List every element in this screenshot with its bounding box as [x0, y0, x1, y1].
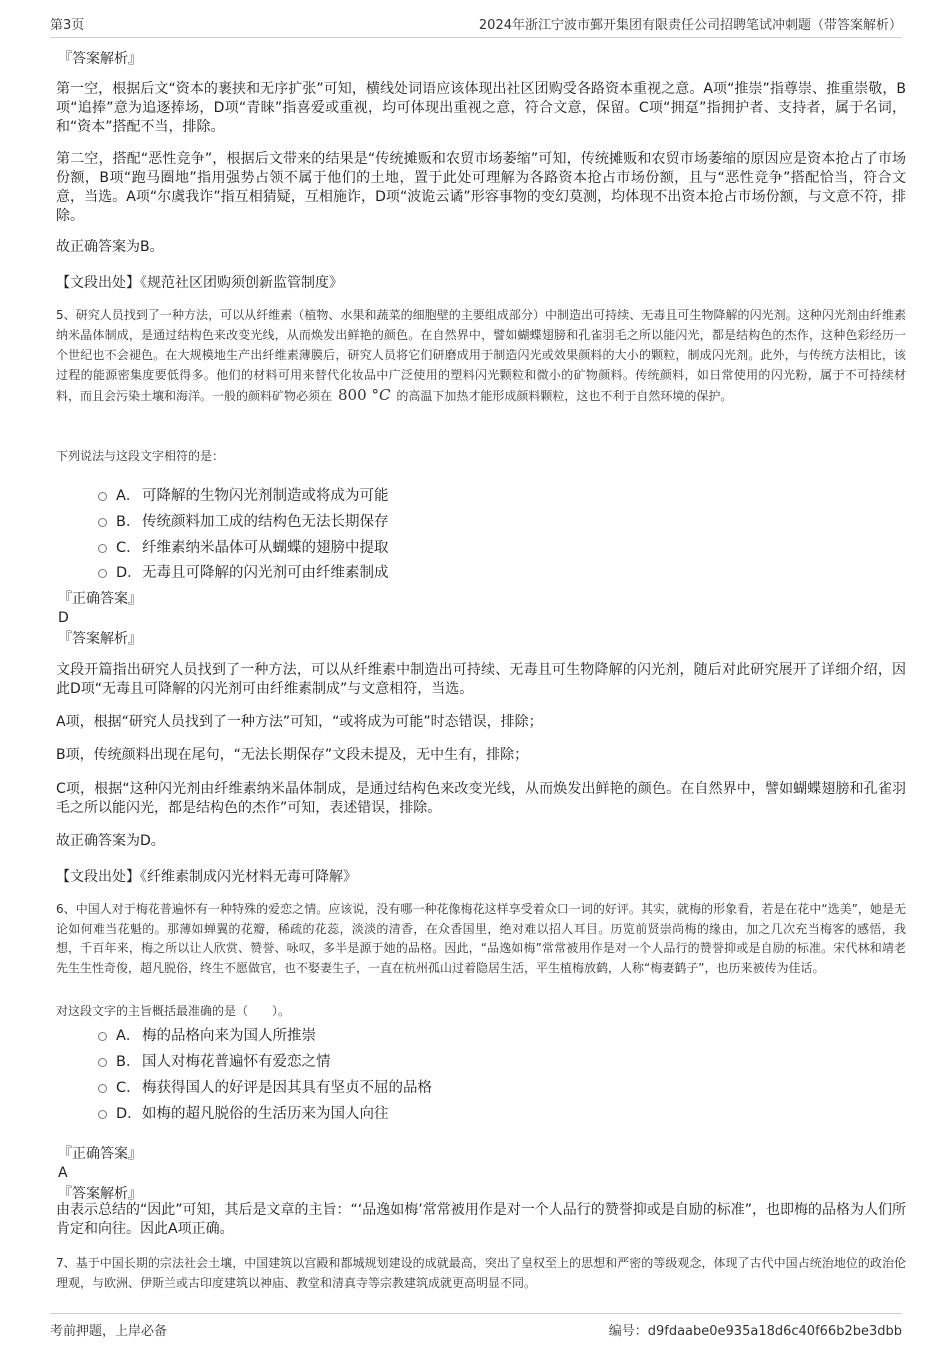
radio-icon[interactable]	[98, 1058, 107, 1067]
page-footer	[50, 1313, 902, 1339]
q5-option-a[interactable]: A． 可降解的生物闪光剂制造或将成为可能	[98, 484, 389, 505]
q5-analysis-para2: A项，根据“研究人员找到了一种方法”可知，“或将成为可能”时态错误，排除；	[56, 714, 543, 730]
q4-analysis-para1: 第一空，根据后文“资本的裹挟和无序扩张”可知，横线处词语应该体现出社区团购受各路资本重视之意。A项“推崇”指尊崇、推重崇敬，B项“追捧”意为追逐捧场，D项“青睐”指喜爱或重视，均可体现出重视之意，符合文意，保留。C项“拥趸”指拥护者、支持者，属于名词，和“资本”搭配不当，排除。	[56, 81, 906, 135]
q4-source: 【文段出处】《规范社区团购须创新监管制度》	[56, 275, 343, 291]
document-title: 2024年浙江宁波市鄞开集团有限责任公司招聘笔试冲刺题（带答案解析）	[478, 18, 902, 33]
document-code: 编号：d9fdaabe0e935a18d6c40f66b2be3dbb	[608, 1324, 902, 1339]
radio-icon[interactable]	[98, 1084, 107, 1093]
q6-analysis: 由表示总结的“因此”可知，其后是文章的主旨：“‘品逸如梅’常常被用作是对一个人品行的赞誉抑或是自励的标准”，也即梅的品格为人们所肯定和向往。因此A项正确。	[56, 1202, 906, 1237]
q5-analysis-para1: 文段开篇指出研究人员找到了一种方法，可以从纤维素中制造出可持续、无毒且可生物降解的闪光剂，随后对此研究展开了详细介绍，因此D项“无毒且可降解的闪光剂可由纤维素制成”与文意相符，当选。	[56, 662, 906, 697]
q5-option-b[interactable]: B． 传统颜料加工成的结构色无法长期保存	[98, 510, 389, 531]
q5-option-c[interactable]: C． 纤维素纳米晶体可从蝴蝶的翅膀中提取	[98, 536, 389, 557]
q6-option-c[interactable]: C． 梅获得国人的好评是因其具有坚贞不屈的品格	[98, 1076, 432, 1097]
q5-analysis-para4: C项，根据“这种闪光剂由纤维素纳米晶体制成，是通过结构色来改变光线，从而焕发出鲜艳的颜色。在自然界中，譬如蝴蝶翅膀和孔雀羽毛之所以能闪光，都是结构色的杰作”可知，表述错误，排除。	[56, 781, 906, 816]
radio-icon[interactable]	[98, 1032, 107, 1041]
page-header	[50, 14, 902, 38]
radio-icon[interactable]	[98, 1110, 107, 1119]
q5-correct-label: 『正确答案』	[58, 591, 142, 607]
q7-question-text: 7、基于中国长期的宗法社会土壤，中国建筑以宫殿和都城规划建设的成就最高，突出了皇权至上的思想和严密的等级观念，体现了古代中国占统治地位的政治伦理观，与欧洲、伊斯兰或古印度建筑以神庙、教堂和清真寺等宗教建筑成就更高明显不同。	[56, 1256, 906, 1290]
q5-analysis-para3: B项，传统颜料出现在尾句，“无法长期保存”文段未提及，无中生有，排除；	[56, 747, 529, 763]
q5-source: 【文段出处】《纤维素制成闪光材料无毒可降解》	[56, 869, 357, 885]
q6-option-d[interactable]: D． 如梅的超凡脱俗的生活历来为国人向往	[98, 1102, 389, 1123]
q6-question-text: 6、中国人对于梅花普遍怀有一种特殊的爱恋之情。应该说，没有哪一种花像梅花这样享受着众口一词的好评。其实，就梅的形象看，若是在花中“选美”，她是无论如何难当花魁的。那薄如蝉翼的花瓣，稀疏的花蕊，淡淡的清香，在众香国里，绝对难以招人耳目。历览前贤崇尚梅的缘由，加之几次充当梅客的感悟，我想，千百年来，梅之所以让人欣赏、赞誉、咏叹，多半是源于她的品格。因此，“品逸如梅”常常被用作是对一个人品行的赞誉抑或是自励的标准。宋代林和靖老先生生性奇俊，超凡脱俗，终生不愿做官，也不娶妻生子，一直在杭州孤山过着隐居生活，平生植梅放鹤，人称“梅妻鹤子”，也历来被传为佳话。	[56, 902, 906, 975]
q6-prompt: 对这段文字的主旨概括最准确的是（ ）。	[56, 1004, 291, 1018]
q5-correct-answer: D	[58, 610, 69, 626]
radio-icon[interactable]	[98, 492, 107, 501]
q6-analysis-label: 『答案解析』	[58, 1186, 142, 1202]
q4-analysis-label: 『答案解析』	[58, 51, 142, 67]
radio-icon[interactable]	[98, 518, 107, 527]
q5-question-text: 5、研究人员找到了一种方法，可以从纤维素（植物、水果和蔬菜的细胞壁的主要组成部分）中制造出可持续、无毒且可生物降解的闪光剂。这种闪光剂由纤维素纳米晶体制成，是通过结构色来改变光线，从而焕发出鲜艳的颜色。在自然界中，譬如蝴蝶翅膀和孔雀羽毛之所以能闪光，都是结构色的杰作，这种色彩经历一个世纪也不会褪色。在大规模地生产出纤维素薄膜后，研究人员将它们研磨成用于制造闪光或效果颜料的大小的颗粒，制成闪光剂。此外，与传统方法相比，该过程的能源密集度要低得多。他们的材料可用来替代化妆品中广泛使用的塑料闪光颗粒和微小的矿物颜料。传统颜料，如日常使用的闪光粉，属于不可持续材料，而且会污染土壤和海洋。一般的颜料矿物必须在 800 °C 的高温下加热才能形成颜料颗粒，这也不利于自然环境的保护。	[56, 308, 906, 404]
q5-prompt: 下列说法与这段文字相符的是：	[56, 449, 225, 463]
q6-option-a[interactable]: A． 梅的品格向来为国人所推崇	[98, 1024, 316, 1045]
q6-correct-label: 『正确答案』	[58, 1146, 142, 1162]
q5-option-d[interactable]: D． 无毒且可降解的闪光剂可由纤维素制成	[98, 561, 389, 582]
q4-conclusion: 故正确答案为B。	[56, 239, 164, 255]
footer-slogan: 考前押题，上岸必备	[50, 1324, 168, 1339]
temperature-formula: 800 °C	[338, 386, 391, 404]
q5-analysis-label: 『答案解析』	[58, 631, 142, 647]
q6-correct-answer: A	[58, 1165, 68, 1181]
radio-icon[interactable]	[98, 569, 107, 578]
q6-option-b[interactable]: B． 国人对梅花普遍怀有爱恋之情	[98, 1050, 331, 1071]
radio-icon[interactable]	[98, 544, 107, 553]
q4-analysis-para2: 第二空，搭配“恶性竞争”，根据后文带来的结果是“传统摊贩和农贸市场萎缩”可知，传统摊贩和农贸市场萎缩的原因应是资本抢占了市场份额，B项“跑马圈地”指用强势占领不属于他们的土地，置于此处可理解为各路资本抢占市场份额，且与“恶性竞争”搭配恰当，符合文意，当选。A项“尔虞我诈”指互相猜疑，互相施诈，D项“波诡云谲”形容事物的变幻莫测，均体现不出资本抢占市场份额，与文意不符，排除。	[56, 151, 906, 224]
page-number: 第3页	[50, 18, 85, 33]
q5-conclusion: 故正确答案为D。	[56, 833, 165, 849]
